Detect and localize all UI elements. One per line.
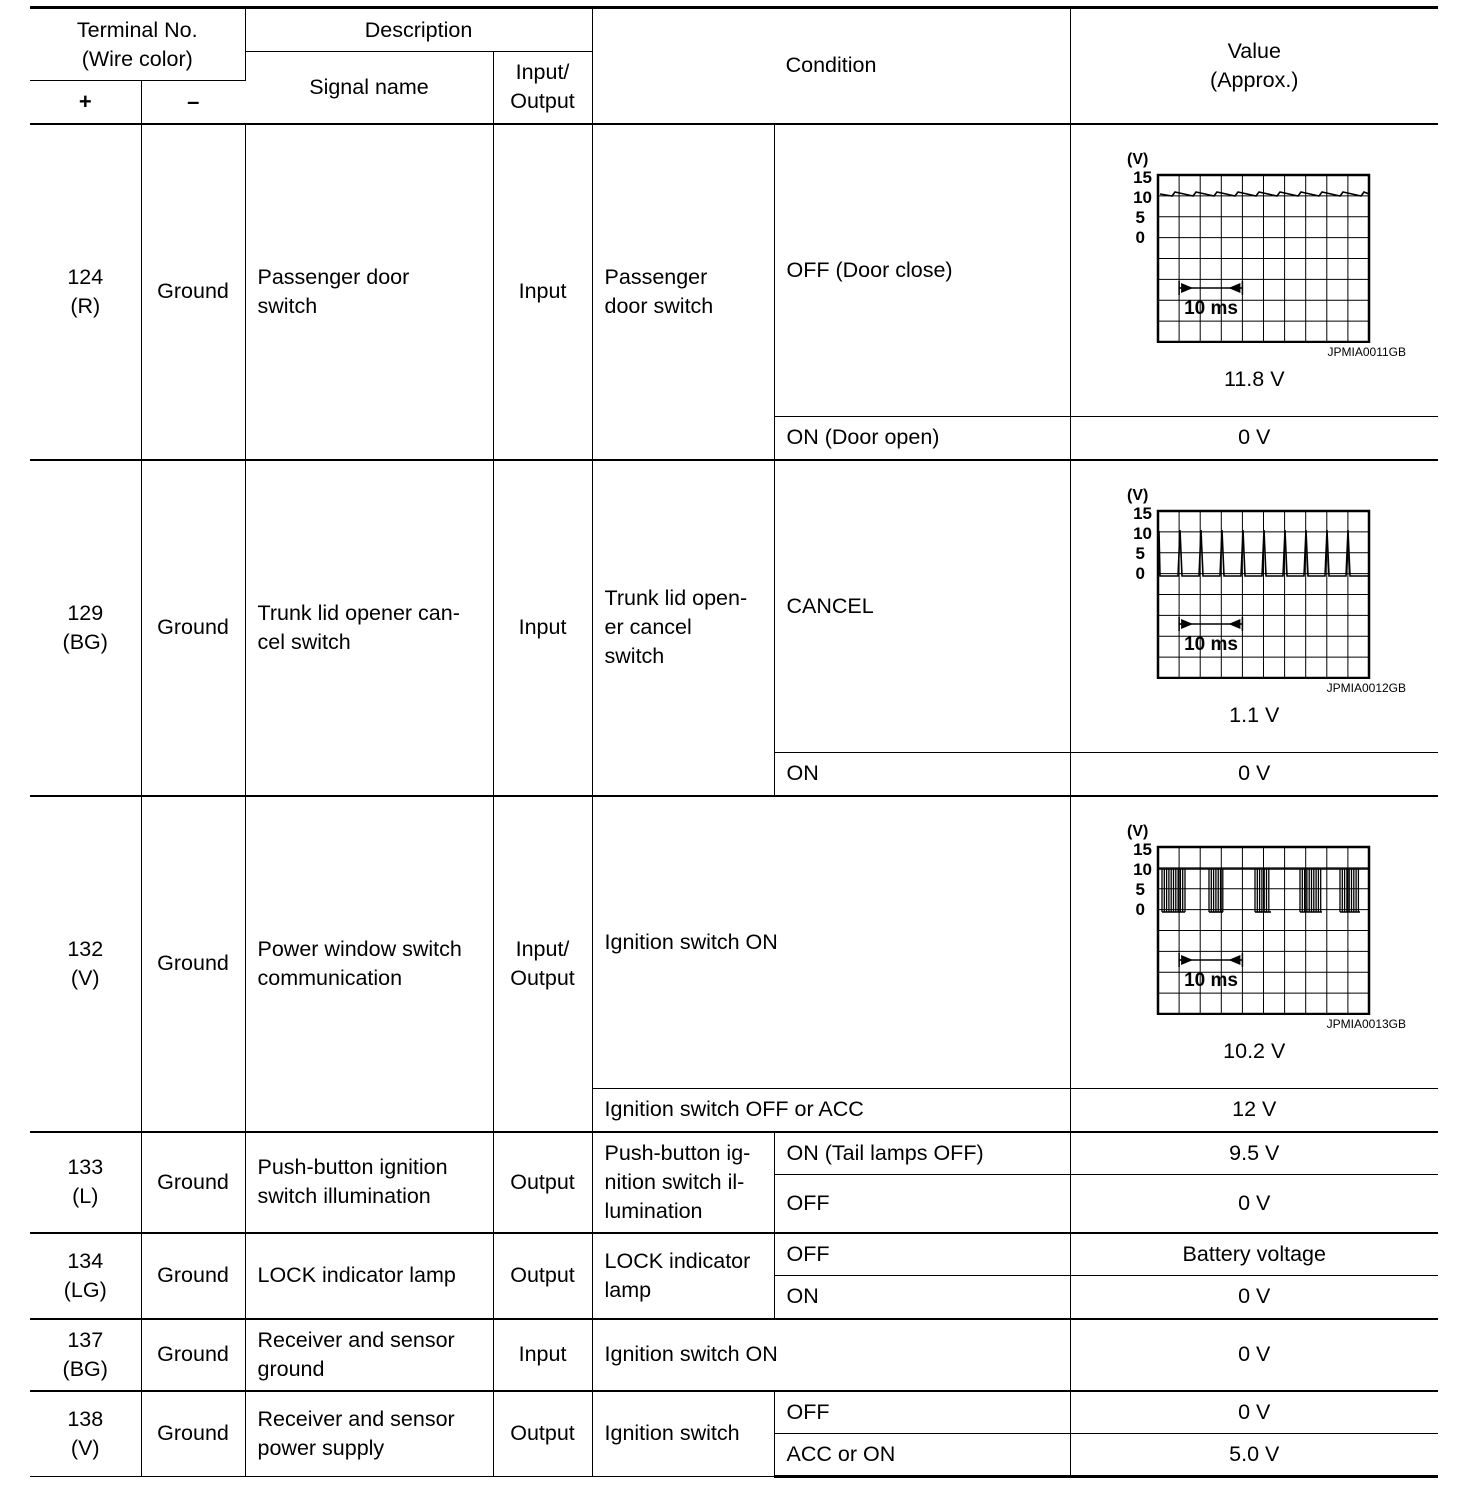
approx-value: 0 V (1070, 753, 1438, 796)
value-cell (1070, 460, 1438, 753)
scope-time-label: 10 ms (1184, 634, 1239, 656)
terminal-number: 133 (L) (30, 1132, 141, 1233)
approx-value: 11.8 V (1223, 367, 1285, 392)
signal-name: LOCK indicator lamp (245, 1233, 493, 1319)
header-signal-name: Signal name (245, 52, 493, 124)
approx-value: 1.1 V (1229, 703, 1280, 728)
approx-value: 9.5 V (1070, 1132, 1438, 1175)
condition-state: ON (Tail lamps OFF) (774, 1132, 1070, 1175)
condition-main: Push-button ig- nition switch il- lumination (592, 1132, 774, 1233)
time-division-marker (1179, 281, 1242, 295)
condition-state: OFF (774, 1391, 1070, 1434)
header-input-output: Input/ Output (493, 52, 592, 124)
terminal-number: 138 (V) (30, 1391, 141, 1477)
ground-terminal: Ground (141, 1132, 245, 1233)
ground-terminal: Ground (141, 1319, 245, 1391)
approx-value: Battery voltage (1070, 1233, 1438, 1276)
signal-name: Receiver and sensor ground (245, 1319, 493, 1391)
condition-state: CANCEL (774, 460, 1070, 753)
condition-state: OFF (774, 1175, 1070, 1233)
time-division-marker (1179, 617, 1242, 631)
header-value: Value (Approx.) (1070, 8, 1438, 124)
input-output: Input (493, 1319, 592, 1391)
header-minus: – (141, 81, 245, 124)
condition-state: OFF (Door close) (774, 124, 1070, 417)
signal-name: Passenger door switch (245, 124, 493, 460)
input-output: Input/ Output (493, 796, 592, 1132)
scope-tick: 0 (1135, 564, 1146, 584)
condition-state: Ignition switch OFF or ACC (592, 1089, 1070, 1132)
scope-time-label: 10 ms (1184, 970, 1239, 992)
value-cell (1070, 796, 1438, 1089)
input-output: Output (493, 1391, 592, 1477)
approx-value: 0 V (1070, 417, 1438, 460)
approx-value: 5.0 V (1070, 1434, 1438, 1477)
header-plus: + (30, 81, 141, 124)
condition-main: Trunk lid open- er cancel switch (592, 460, 774, 796)
terminal-number: 137 (BG) (30, 1319, 141, 1391)
scope-tick: 15 (1133, 168, 1153, 188)
scope-unit: (V) (1127, 151, 1149, 169)
condition-main: Ignition switch (592, 1391, 774, 1477)
input-output: Output (493, 1132, 592, 1233)
signal-name: Trunk lid opener can- cel switch (245, 460, 493, 796)
scope-tick: 5 (1135, 544, 1146, 564)
signal-name: Power window switch communication (245, 796, 493, 1132)
ground-terminal: Ground (141, 796, 245, 1132)
input-output: Input (493, 124, 592, 460)
approx-value: 0 V (1070, 1319, 1438, 1391)
value-cell (1070, 124, 1438, 417)
scope-time-label: 10 ms (1184, 298, 1239, 320)
signal-name: Receiver and sensor power supply (245, 1391, 493, 1477)
condition-state: ON (774, 753, 1070, 796)
terminal-number: 124 (R) (30, 124, 141, 460)
ground-terminal: Ground (141, 1391, 245, 1477)
approx-value: 0 V (1070, 1175, 1438, 1233)
approx-value: 12 V (1070, 1089, 1438, 1132)
condition-state: Ignition switch ON (592, 1319, 1070, 1391)
scope-tick: 10 (1133, 188, 1153, 208)
scope-unit: (V) (1127, 823, 1149, 841)
terminal-number: 132 (V) (30, 796, 141, 1132)
terminal-spec-table (30, 6, 1438, 1478)
input-output: Output (493, 1233, 592, 1319)
approx-value: 0 V (1070, 1276, 1438, 1319)
terminal-number: 129 (BG) (30, 460, 141, 796)
approx-value: 10.2 V (1223, 1039, 1286, 1064)
scope-tick: 5 (1135, 880, 1146, 900)
condition-state: ACC or ON (774, 1434, 1070, 1477)
oscilloscope-waveform (1104, 483, 1404, 679)
condition-main: Passenger door switch (592, 124, 774, 460)
ground-terminal: Ground (141, 124, 245, 460)
condition-state: ON (Door open) (774, 417, 1070, 460)
scope-unit: (V) (1127, 487, 1149, 505)
oscilloscope-waveform (1104, 147, 1404, 343)
condition-main: LOCK indicator lamp (592, 1233, 774, 1319)
header-condition: Condition (592, 8, 1070, 124)
scope-tick: 15 (1133, 504, 1153, 524)
waveform-bursts (1162, 869, 1360, 912)
ground-terminal: Ground (141, 460, 245, 796)
figure-code: JPMIA0013GB (1326, 1017, 1407, 1032)
time-division-marker (1179, 953, 1242, 967)
figure-code: JPMIA0011GB (1327, 345, 1407, 360)
scope-tick: 0 (1135, 228, 1146, 248)
scope-tick: 15 (1133, 840, 1153, 860)
scope-tick: 10 (1133, 524, 1153, 544)
ground-terminal: Ground (141, 1233, 245, 1319)
condition-state: Ignition switch ON (592, 796, 1070, 1089)
signal-name: Push-button ignition switch illumination (245, 1132, 493, 1233)
scope-tick: 5 (1135, 208, 1146, 228)
header-terminal: Terminal No. (Wire color) (30, 8, 245, 81)
terminal-number: 134 (LG) (30, 1233, 141, 1319)
header-description: Description (245, 8, 592, 52)
approx-value: 0 V (1070, 1391, 1438, 1434)
scope-tick: 0 (1135, 900, 1146, 920)
figure-code: JPMIA0012GB (1326, 681, 1407, 696)
input-output: Input (493, 460, 592, 796)
condition-state: ON (774, 1276, 1070, 1319)
scope-tick: 10 (1133, 860, 1153, 880)
oscilloscope-waveform (1104, 819, 1404, 1015)
condition-state: OFF (774, 1233, 1070, 1276)
